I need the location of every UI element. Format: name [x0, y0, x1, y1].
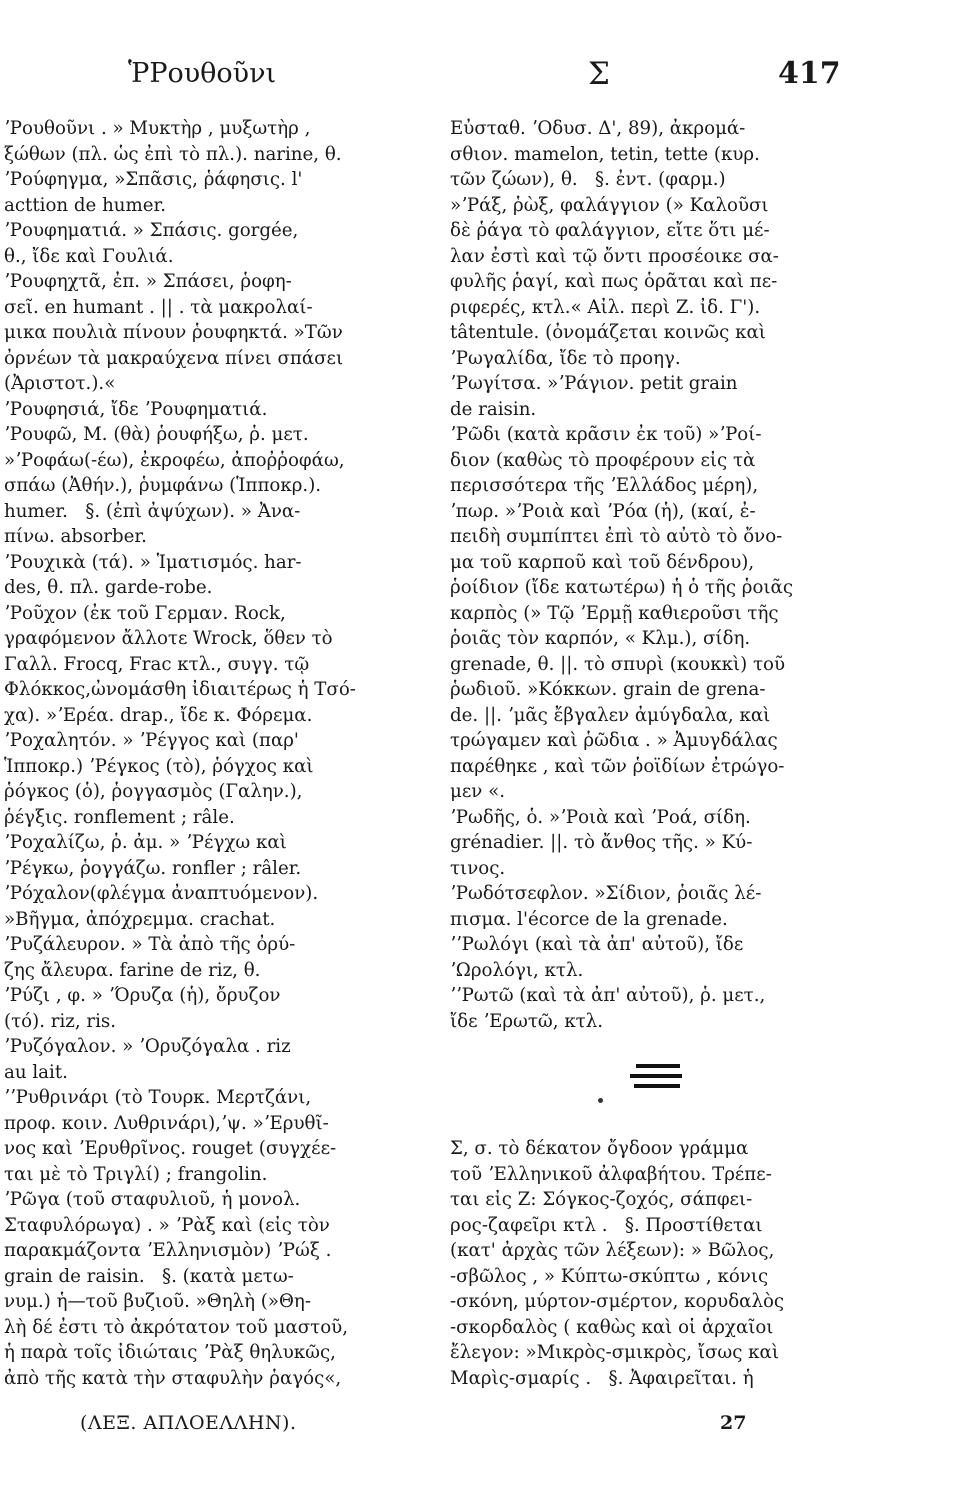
text-line: de. ||. ʼμᾶς ἔβγαλεν ἀμύγδαλα, καὶ	[450, 704, 771, 726]
text-line: γραφόμενον ἄλλοτε Wrock, ὅθεν τὸ	[4, 628, 333, 649]
text-line: μικα πουλιὰ πίνουν ῥουφηκτά. »Τῶν	[4, 322, 343, 343]
text-line: ʼΡούφηγμα, »Σπᾶσις, ῥάφησις. l'	[4, 169, 303, 190]
text-line: ʼʼΡωτῶ (καὶ τὰ ἀπ' αὐτοῦ), ῥ. μετ.,	[450, 985, 766, 1006]
text-line: πίνω. absorber.	[4, 526, 147, 547]
text-line: »ʼΡοφάω(-έω), ἐκροφέω, ἀποῤῥοφάω,	[4, 449, 345, 471]
text-line: au lait.	[4, 1061, 68, 1083]
text-line: ʼΡυζόγαλον. » ʼΟρυζόγαλα . riz	[4, 1036, 291, 1057]
text-line: ʼπωρ. »ʼΡοιὰ καὶ ʼΡόα (ἡ), (καί, ἐ-	[450, 500, 756, 522]
text-line: χα). »ʼΕρέα. drap., ἴδε κ. Φόρεμα.	[4, 704, 313, 726]
text-line: ʼΡῶδι (κατὰ κρᾶσιν ἐκ τοῦ) »ʼΡοί-	[450, 424, 762, 445]
text-line: σπάω (Ἀθήν.), ῥυμφάνω (Ἱπποκρ.).	[4, 475, 322, 496]
text-line: ῥοίδιον (ἴδε κατωτέρω) ἡ ὁ τῆς ῥοιᾶς	[450, 577, 794, 598]
text-line: ʼΡέγκω, ῥογγάζω. ronfler ; râler.	[4, 857, 302, 879]
footer-title: (ΛΕΞ. ΑΠΛΟΕΛΛΗΝ).	[80, 1412, 297, 1434]
text-line: ʼΡωγαλίδα, ἴδε τὸ προηγ.	[450, 347, 681, 369]
text-line: τρώγαμεν καὶ ῥῶδια . » Ἀμυγδάλας	[450, 730, 778, 751]
signature-mark: 27	[720, 1412, 747, 1434]
text-line: ʼΡοῦχον (ἐκ τοῦ Γερμαν. Rock,	[4, 602, 286, 624]
text-line: νυμ.) ἡ—τοῦ βυζιοῦ. »Θηλὴ (»Θη-	[4, 1291, 311, 1312]
text-line: σεῖ. en humant . || . τὰ μακρολαί-	[4, 296, 313, 318]
text-line: προφ. κοιν. Λυθρινάρι),ʼψ. »ʼΕρυθῖ-	[4, 1112, 329, 1134]
text-line: ʼΡύζι , φ. » ʼΌρυζα (ἡ), ὄρυζον	[4, 985, 281, 1006]
text-line: ʼΩρολόγι, κτλ.	[450, 959, 584, 981]
text-line: ʼΡῶγα (τοῦ σταφυλιοῦ, ἡ μονολ.	[4, 1189, 301, 1210]
text-line: grenade, θ. ||. τὸ σπυρὶ (κουκκὶ) τοῦ	[450, 653, 786, 675]
section-ornament-icon	[630, 1054, 690, 1112]
text-line: διον (καθὼς τὸ προφέρουν εἰς τὰ	[450, 449, 756, 471]
text-line: ται εἰς Ζ: Σόγκος-ζοχός, σάπφει-	[450, 1189, 753, 1210]
text-line: ʼΡωδῆς, ὁ. »ʼΡοιὰ καὶ ʼΡοά, σίδη.	[450, 806, 751, 828]
text-line: (τό). riz, ris.	[4, 1010, 117, 1032]
text-line: ʼΡουχικὰ (τά). » Ἱματισμός. har-	[4, 551, 302, 573]
text-line: Φλόκκος,ὠνομάσθη ἰδιαιτέρως ἡ Τσό-	[4, 679, 356, 700]
page-number: 417	[778, 56, 841, 91]
text-line: τινος.	[450, 857, 506, 879]
text-line: Μαρὶς-σμαρίς . §. Ἀφαιρεῖται. ἡ	[450, 1367, 754, 1389]
text-line: ται μὲ τὸ Τριγλί) ; frangolin.	[4, 1163, 268, 1185]
text-line: ʼΡωδότσεφλον. »Σίδιον, ῥοιᾶς λέ-	[450, 883, 762, 904]
text-line: ʼʼΡυθρινάρι (τὸ Τουρκ. Μερτζάνι,	[4, 1087, 312, 1108]
text-line: καρπὸς (» Τῷ ʼΕρμῇ καθιεροῦσι τῆς	[450, 602, 779, 624]
header-catchword: ῬΡουθοῦνι	[128, 58, 277, 89]
text-line: πισμα. l'écorce de la grenade.	[450, 908, 728, 930]
text-line: ρος-ζαφεῖρι κτλ . §. Προστίθεται	[450, 1214, 763, 1236]
text-line: ζης ἄλευρα. farine de riz, θ.	[4, 959, 261, 981]
text-line: Σ, σ. τὸ δέκατον ὄγδοον γράμμα	[450, 1138, 749, 1159]
text-line: ῥόγκος (ὁ), ῥογγασμὸς (Γαλην.),	[4, 781, 303, 802]
text-line: λαν ἐστὶ καὶ τῷ ὄντι προσέοικε σα-	[450, 245, 779, 267]
text-line: des, θ. πλ. garde-robe.	[4, 577, 213, 598]
running-head	[0, 58, 970, 102]
text-line: περισσότερα τῆς ʼΕλλάδος μέρη),	[450, 475, 759, 496]
text-line: (Ἀριστοτ.).«	[4, 373, 116, 394]
text-line: acttion de humer.	[4, 194, 167, 216]
text-line: τοῦ ʼΕλληνικοῦ ἀλφαβήτου. Τρέπε-	[450, 1163, 772, 1185]
text-line: πειδὴ συμπίπτει ἐπὶ τὸ αὐτὸ τὸ ὄνο-	[450, 526, 783, 547]
text-line: -σβῶλος , » Κύπτω-σκύπτω , κόνις	[450, 1265, 769, 1287]
text-line: ἡ παρὰ τοῖς ἰδιώταις ʼΡὰξ θηλυκῶς,	[4, 1342, 336, 1363]
text-line: ῥωδιοῦ. »Κόκκων. grain de grena-	[450, 679, 766, 700]
text-line: μεν «.	[450, 781, 505, 802]
text-line: grénadier. ||. τὸ ἄνθος τῆς. » Κύ-	[450, 832, 753, 853]
text-line: »Βῆγμα, ἀπόχρεμμα. crachat.	[4, 908, 276, 930]
right-column-entries	[450, 116, 838, 1034]
text-line: ʼΡουφῶ, Μ. (θὰ) ῥουφήξω, ῥ. μετ.	[4, 424, 309, 445]
text-line: -σκόνη, μύρτον-σμέρτον, κορυδαλὸς	[450, 1291, 785, 1312]
text-line: δὲ ῥάγα τὸ φαλάγγιον, εἴτε ὅτι μέ-	[450, 220, 770, 241]
text-line: ριφερές, κτλ.« Αἰλ. περὶ Ζ. ἰδ. Γ').	[450, 296, 761, 318]
text-line: ʼΡουθοῦνι . » Μυκτὴρ , μυξωτὴρ ,	[4, 118, 311, 139]
text-line: Ἱπποκρ.) ʼΡέγκος (τὸ), ῥόγχος καὶ	[4, 755, 314, 777]
text-line: ῥέγξις. ronflement ; râle.	[4, 806, 235, 828]
text-line: ʼΡόχαλον(φλέγμα ἀναπτυόμενον).	[4, 883, 319, 904]
text-line: ʼΡυζάλευρον. » Τὰ ἀπὸ τῆς ὀρύ-	[4, 934, 296, 955]
text-line: σθιον. mamelon, tetin, tette (κυρ.	[450, 143, 760, 165]
sigma-entry	[450, 1136, 838, 1391]
text-line: humer. §. (ἐπὶ ἀψύχων). » Ἀνα-	[4, 500, 301, 522]
text-line: νος καὶ ʼΕρυθρῖνος. rouget (συγχέε-	[4, 1138, 337, 1159]
text-line: ξώθων (πλ. ὡς ἐπὶ τὸ πλ.). narine, θ.	[4, 143, 342, 165]
header-letter: Σ	[588, 56, 610, 92]
text-line: ʼΡοχαλητόν. » ʼΡέγγος καὶ (παρ'	[4, 730, 299, 751]
text-line: ʼΡωγίτσα. »ʼΡάγιον. petit grain	[450, 373, 738, 394]
text-line: ʼΡοχαλίζω, ῥ. ἀμ. » ʼΡέγχω καὶ	[4, 832, 287, 853]
text-line: Γαλλ. Frocq, Frac κτλ., συγγ. τῷ	[4, 653, 310, 675]
page-footer	[0, 1412, 970, 1442]
text-line: -σκορδαλὸς ( καθὼς καὶ οἱ ἀρχαῖοι	[450, 1316, 774, 1338]
left-column	[4, 116, 424, 1391]
text-line: de raisin.	[450, 398, 537, 420]
right-column	[450, 116, 838, 1391]
text-line: ἀπὸ τῆς κατὰ τὴν σταφυλὴν ῥαγός«,	[4, 1367, 342, 1389]
text-line: λὴ δέ ἐστι τὸ ἀκρότατον τοῦ μαστοῦ,	[4, 1316, 348, 1338]
text-line: ὀρνέων τὰ μακραύχενα πίνει σπάσει	[4, 347, 344, 369]
text-line: φυλῆς ῥαγί, καὶ πως ὁρᾶται καὶ πε-	[450, 271, 778, 292]
text-line: μα τοῦ καρποῦ καὶ τοῦ δένδρου),	[450, 551, 755, 573]
text-line: ἔλεγον: »Μικρὸς-σμικρὸς, ἴσως καὶ	[450, 1342, 779, 1363]
text-line: Εὐσταθ. ʼΟδυσ. Δ', 89), ἀκρομά-	[450, 118, 746, 139]
text-line: ἴδε ʼΕρωτῶ, κτλ.	[450, 1010, 604, 1032]
text-line: ʼʼΡωλόγι (καὶ τὰ ἀπ' αὐτοῦ), ἴδε	[450, 934, 744, 955]
text-line: grain de raisin. §. (κατὰ μετω-	[4, 1265, 294, 1287]
text-line: »ʼΡάξ, ῥὼξ, φαλάγγιον (» Καλοῦσι	[450, 194, 769, 216]
text-line: ʼΡουφησιά, ἴδε ʼΡουφηματιά.	[4, 398, 268, 420]
text-line: ῥοιᾶς τὸν καρπόν, « Κλμ.), σίδη.	[450, 628, 751, 649]
text-line: παρέθηκε , καὶ τῶν ῥοϊδίων ἐτρώγο-	[450, 755, 785, 777]
text-line: ʼΡουφηχτᾶ, ἐπ. » Σπάσει, ῥοφη-	[4, 271, 292, 292]
text-line: ʼΡουφηματιά. » Σπάσις. gorgée,	[4, 220, 299, 241]
text-line: (κατ' ἀρχὰς τῶν λέξεων): » Βῶλος,	[450, 1240, 775, 1261]
text-line: tâtentule. (ὀνομάζεται κοινῶς καὶ	[450, 322, 766, 343]
text-line: παρακμάζοντα ʼΕλληνισμὸν) ʼΡώξ .	[4, 1240, 332, 1261]
text-line: θ., ἴδε καὶ Γουλιά.	[4, 245, 174, 267]
text-line: τῶν ζώων), θ. §. ἐντ. (φαρμ.)	[450, 169, 726, 190]
text-line: Σταφυλόρωγα) . » ʼΡὰξ καὶ (εἰς τὸν	[4, 1214, 330, 1236]
